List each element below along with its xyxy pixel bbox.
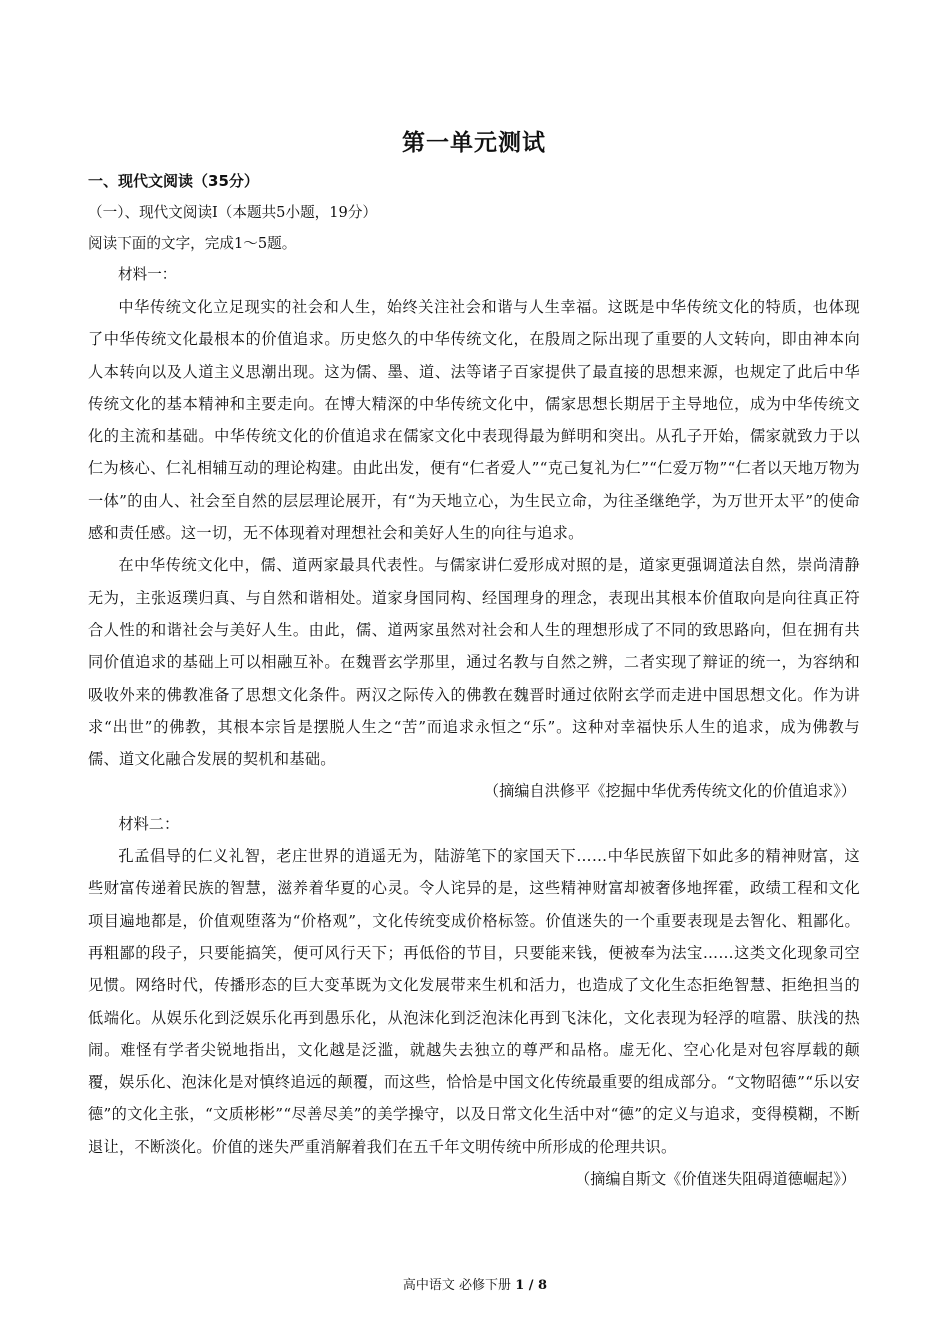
- instruction-text: 阅读下面的文字，完成1～5题。: [88, 235, 297, 252]
- subsection-heading: （一）、现代文阅读Ⅰ（本题共5小题，19分）: [88, 204, 378, 221]
- footer-course: 高中语文 必修下册: [402, 1278, 512, 1293]
- passage-body: [88, 291, 860, 1195]
- material-two-paragraph: 孔孟倡导的仁义礼智，老庄世界的逍遥无为，陆游笔下的家国天下……中华民族留下如此多的精神财富，这些财富传递着民族的智慧，滋养着华夏的心灵。令人诧异的是，这些精神财富却被奢侈地挥霍，政绩工程和文化项目遍地都是，价值观堕落为“价格观”，文化传统变成价格标签。价值迷失的一个重要表现是去智化、粗鄙化。再粗鄙的段子，只要能搞笑，便可风行天下；再低俗的节目，只要能来钱，便被奉为法宝……这类文化现象司空见惯。网络时代，传播形态的巨大变革既为文化发展带来生机和活力，也造成了文化生态拒绝智慧、拒绝担当的低端化。从娱乐化到泛娱乐化再到愚乐化，从泡沫化到泛泡沫化再到飞沫化，文化表现为轻浮的喧嚣、肤浅的热闹。难怪有学者尖锐地指出，文化越是泛滥，就越失去独立的尊严和品格。虚无化、空心化是对包容厚载的颠覆，娱乐化、泡沫化是对慎终追远的颠覆，而这些，恰恰是中国文化传统最重要的组成部分。“文物昭德”“乐以安德”的文化主张，“文质彬彬”“尽善尽美”的美学操守，以及日常文化生活中对“德”的定义与追求，变得模糊，不断退让，不断淡化。价值的迷失严重消解着我们在五千年文明传统中所形成的伦理共识。: [88, 847, 860, 1156]
- section-heading: 一、现代文阅读（35分）: [88, 172, 259, 190]
- material-one-paragraph: 在中华传统文化中，儒、道两家最具代表性。与儒家讲仁爱形成对照的是，道家更强调道法自然，崇尚清静无为，主张返璞归真、与自然和谐相处。道家身国同构、经国理身的理念，表现出其根本价值取向是向往真正符合人性的和谐社会与美好人生。由此，儒、道两家虽然对社会和人生的理想形成了不同的致思路向，但在拥有共同价值追求的基础上可以相融互补。在魏晋玄学那里，通过名教与自然之辨，二者实现了辩证的统一，为容纳和吸收外来的佛教准备了思想文化条件。两汉之际传入的佛教在魏晋时通过依附玄学而走进中国思想文化。作为讲求“出世”的佛教，其根本宗旨是摆脱人生之“苦”而追求永恒之“乐”。这种对幸福快乐人生的追求，成为佛教与儒、道文化融合发展的契机和基础。: [88, 556, 860, 769]
- material-one-paragraph: 中华传统文化立足现实的社会和人生，始终关注社会和谐与人生幸福。这既是中华传统文化的特质，也体现了中华传统文化最根本的价值追求。历史悠久的中华传统文化，在殷周之际出现了重要的人文转向，即由神本向人本转向以及人道主义思潮出现。这为儒、墨、道、法等诸子百家提供了最直接的思想来源，也规定了此后中华传统文化的基本精神和主要走向。在博大精深的中华传统文化中，儒家思想长期居于主导地位，成为中华传统文化的主流和基础。中华传统文化的价值追求在儒家文化中表现得最为鲜明和突出。从孔子开始，儒家就致力于以仁为核心、仁礼相辅互动的理论构建。由此出发，便有“仁者爱人”“克己复礼为仁”“仁爱万物”“仁者以天地万物为一体”的由人、社会至自然的层层理论展开，有“为天地立心，为生民立命，为往圣继绝学，为万世开太平”的使命感和责任感。这一切，无不体现着对理想社会和美好人生的向往与追求。: [88, 298, 860, 543]
- material-two-source: （摘编自斯文《价值迷失阻碍道德崛起》）: [575, 1170, 856, 1189]
- page-footer: [0, 1274, 950, 1293]
- material-one-label: 材料一：: [118, 266, 177, 283]
- material-one-source: （摘编自洪修平《挖掘中华优秀传统文化的价值追求》）: [483, 782, 856, 801]
- footer-page-number: 1 / 8: [515, 1278, 548, 1293]
- page-title: 第一单元测试: [402, 130, 546, 156]
- material-two-label: 材料二：: [118, 814, 180, 833]
